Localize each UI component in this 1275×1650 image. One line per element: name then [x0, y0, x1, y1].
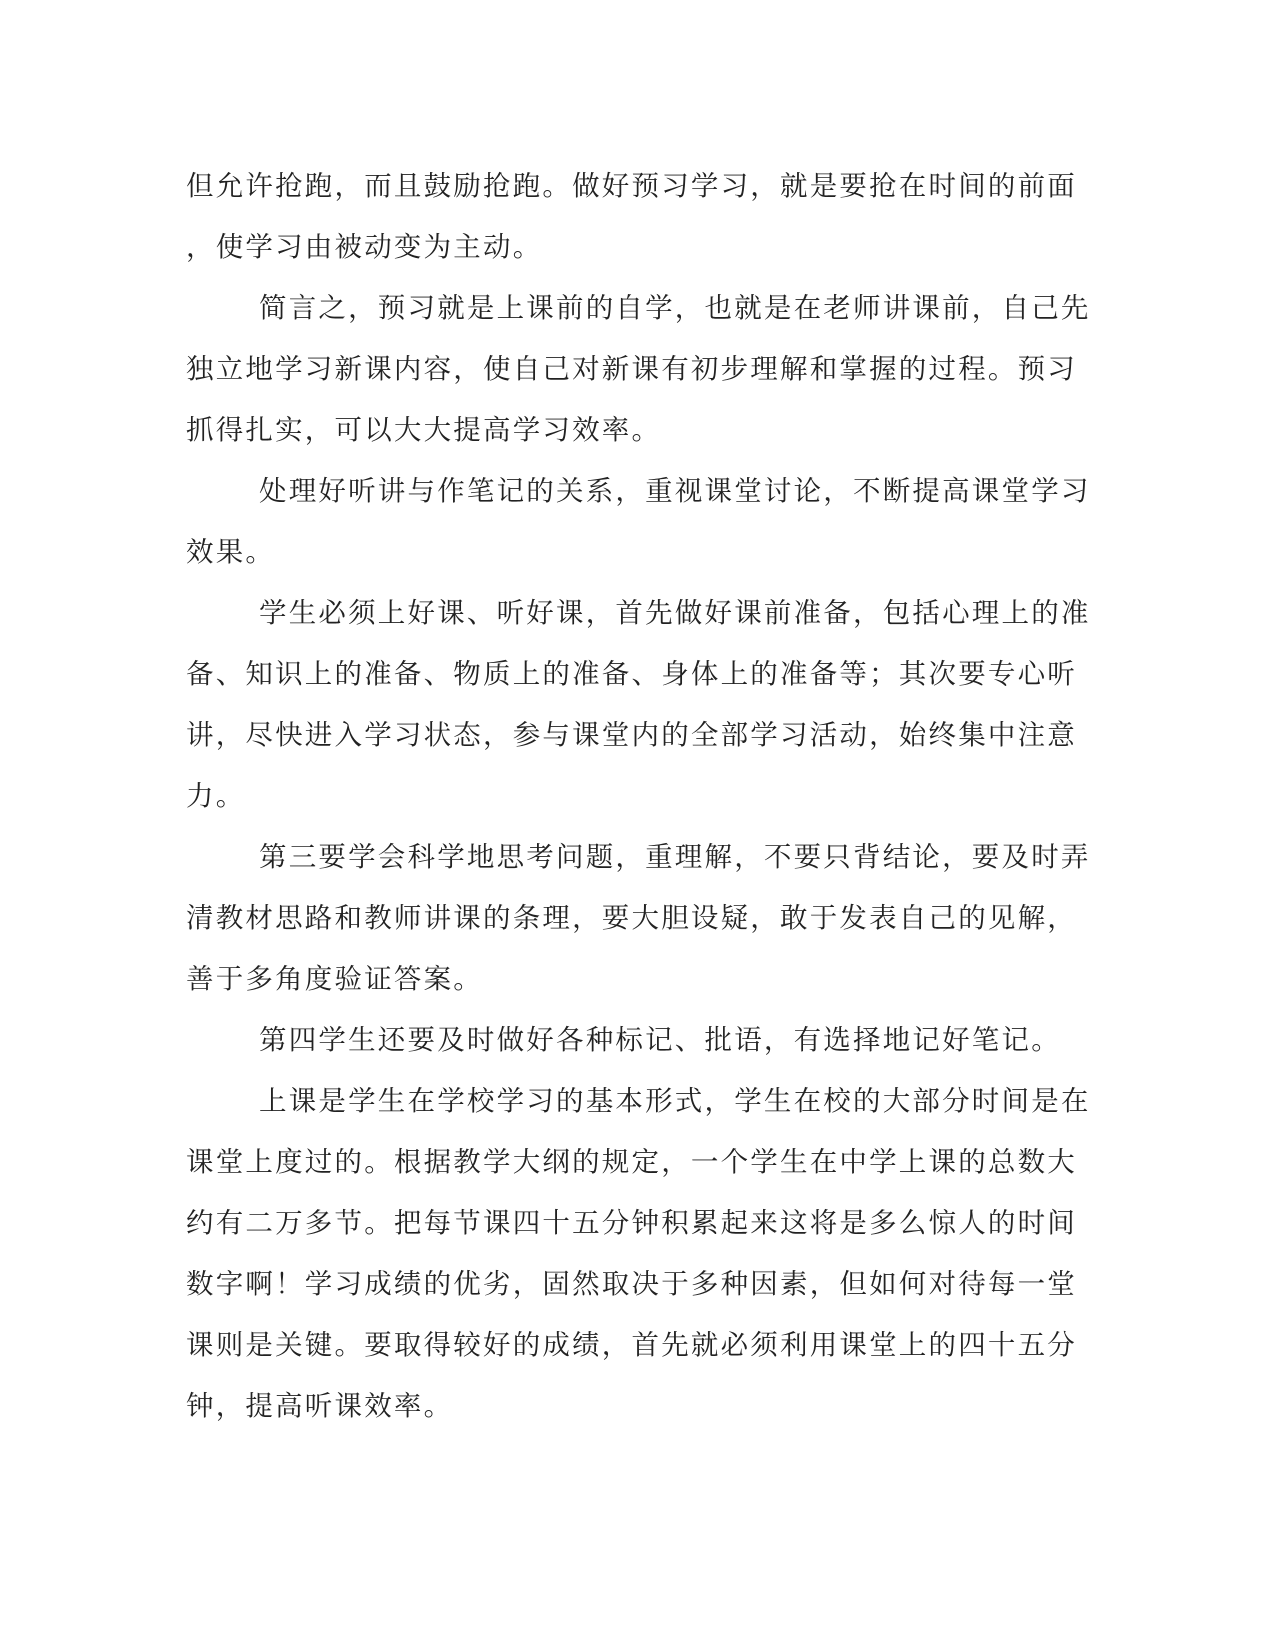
text-line: 清教材思路和教师讲课的条理，要大胆设疑，敢于发表自己的见解，: [186, 902, 1077, 934]
text-line: 备、知识上的准备、物质上的准备、身体上的准备等；其次要专心听: [186, 658, 1077, 690]
text-line: 课堂上度过的。根据教学大纲的规定，一个学生在中学上课的总数大: [186, 1146, 1077, 1178]
text-line: ，使学习由被动变为主动。: [186, 231, 543, 263]
text-line: 简言之，预习就是上课前的自学，也就是在老师讲课前，自己先: [259, 292, 1091, 324]
text-line: 独立地学习新课内容，使自己对新课有初步理解和掌握的过程。预习: [186, 353, 1077, 385]
paragraph-7: [186, 1071, 1091, 1437]
text-line: 力。: [186, 780, 246, 812]
text-line: 处理好听讲与作笔记的关系，重视课堂讨论，不断提高课堂学习: [259, 475, 1091, 507]
text-line: 善于多角度验证答案。: [186, 963, 483, 995]
text-line: 约有二万多节。把每节课四十五分钟积累起来这将是多么惊人的时间: [186, 1207, 1077, 1239]
text-line: 抓得扎实，可以大大提高学习效率。: [186, 414, 662, 446]
text-line: 学生必须上好课、听好课，首先做好课前准备，包括心理上的准: [259, 597, 1091, 629]
text-line: 数字啊！学习成绩的优劣，固然取决于多种因素，但如何对待每一堂: [186, 1268, 1077, 1300]
paragraph-6: [186, 1010, 1066, 1071]
text-line: 钟，提高听课效率。: [186, 1390, 454, 1422]
paragraph-3: [186, 461, 1091, 583]
text-line: 第四学生还要及时做好各种标记、批语，有选择地记好笔记。: [259, 1024, 1061, 1056]
text-line: 但允许抢跑，而且鼓励抢跑。做好预习学习，就是要抢在时间的前面: [186, 170, 1077, 202]
text-line: 讲，尽快进入学习状态，参与课堂内的全部学习活动，始终集中注意: [186, 719, 1077, 751]
document-body: [186, 156, 1091, 1437]
paragraph-4: [186, 583, 1091, 827]
paragraph-2: [186, 278, 1091, 461]
paragraph-1: [186, 156, 1077, 278]
text-line: 第三要学会科学地思考问题，重理解，不要只背结论，要及时弄: [259, 841, 1091, 873]
text-line: 上课是学生在学校学习的基本形式，学生在校的大部分时间是在: [259, 1085, 1091, 1117]
text-line: 效果。: [186, 536, 276, 568]
text-line: 课则是关键。要取得较好的成绩，首先就必须利用课堂上的四十五分: [186, 1329, 1077, 1361]
paragraph-5: [186, 827, 1091, 1010]
